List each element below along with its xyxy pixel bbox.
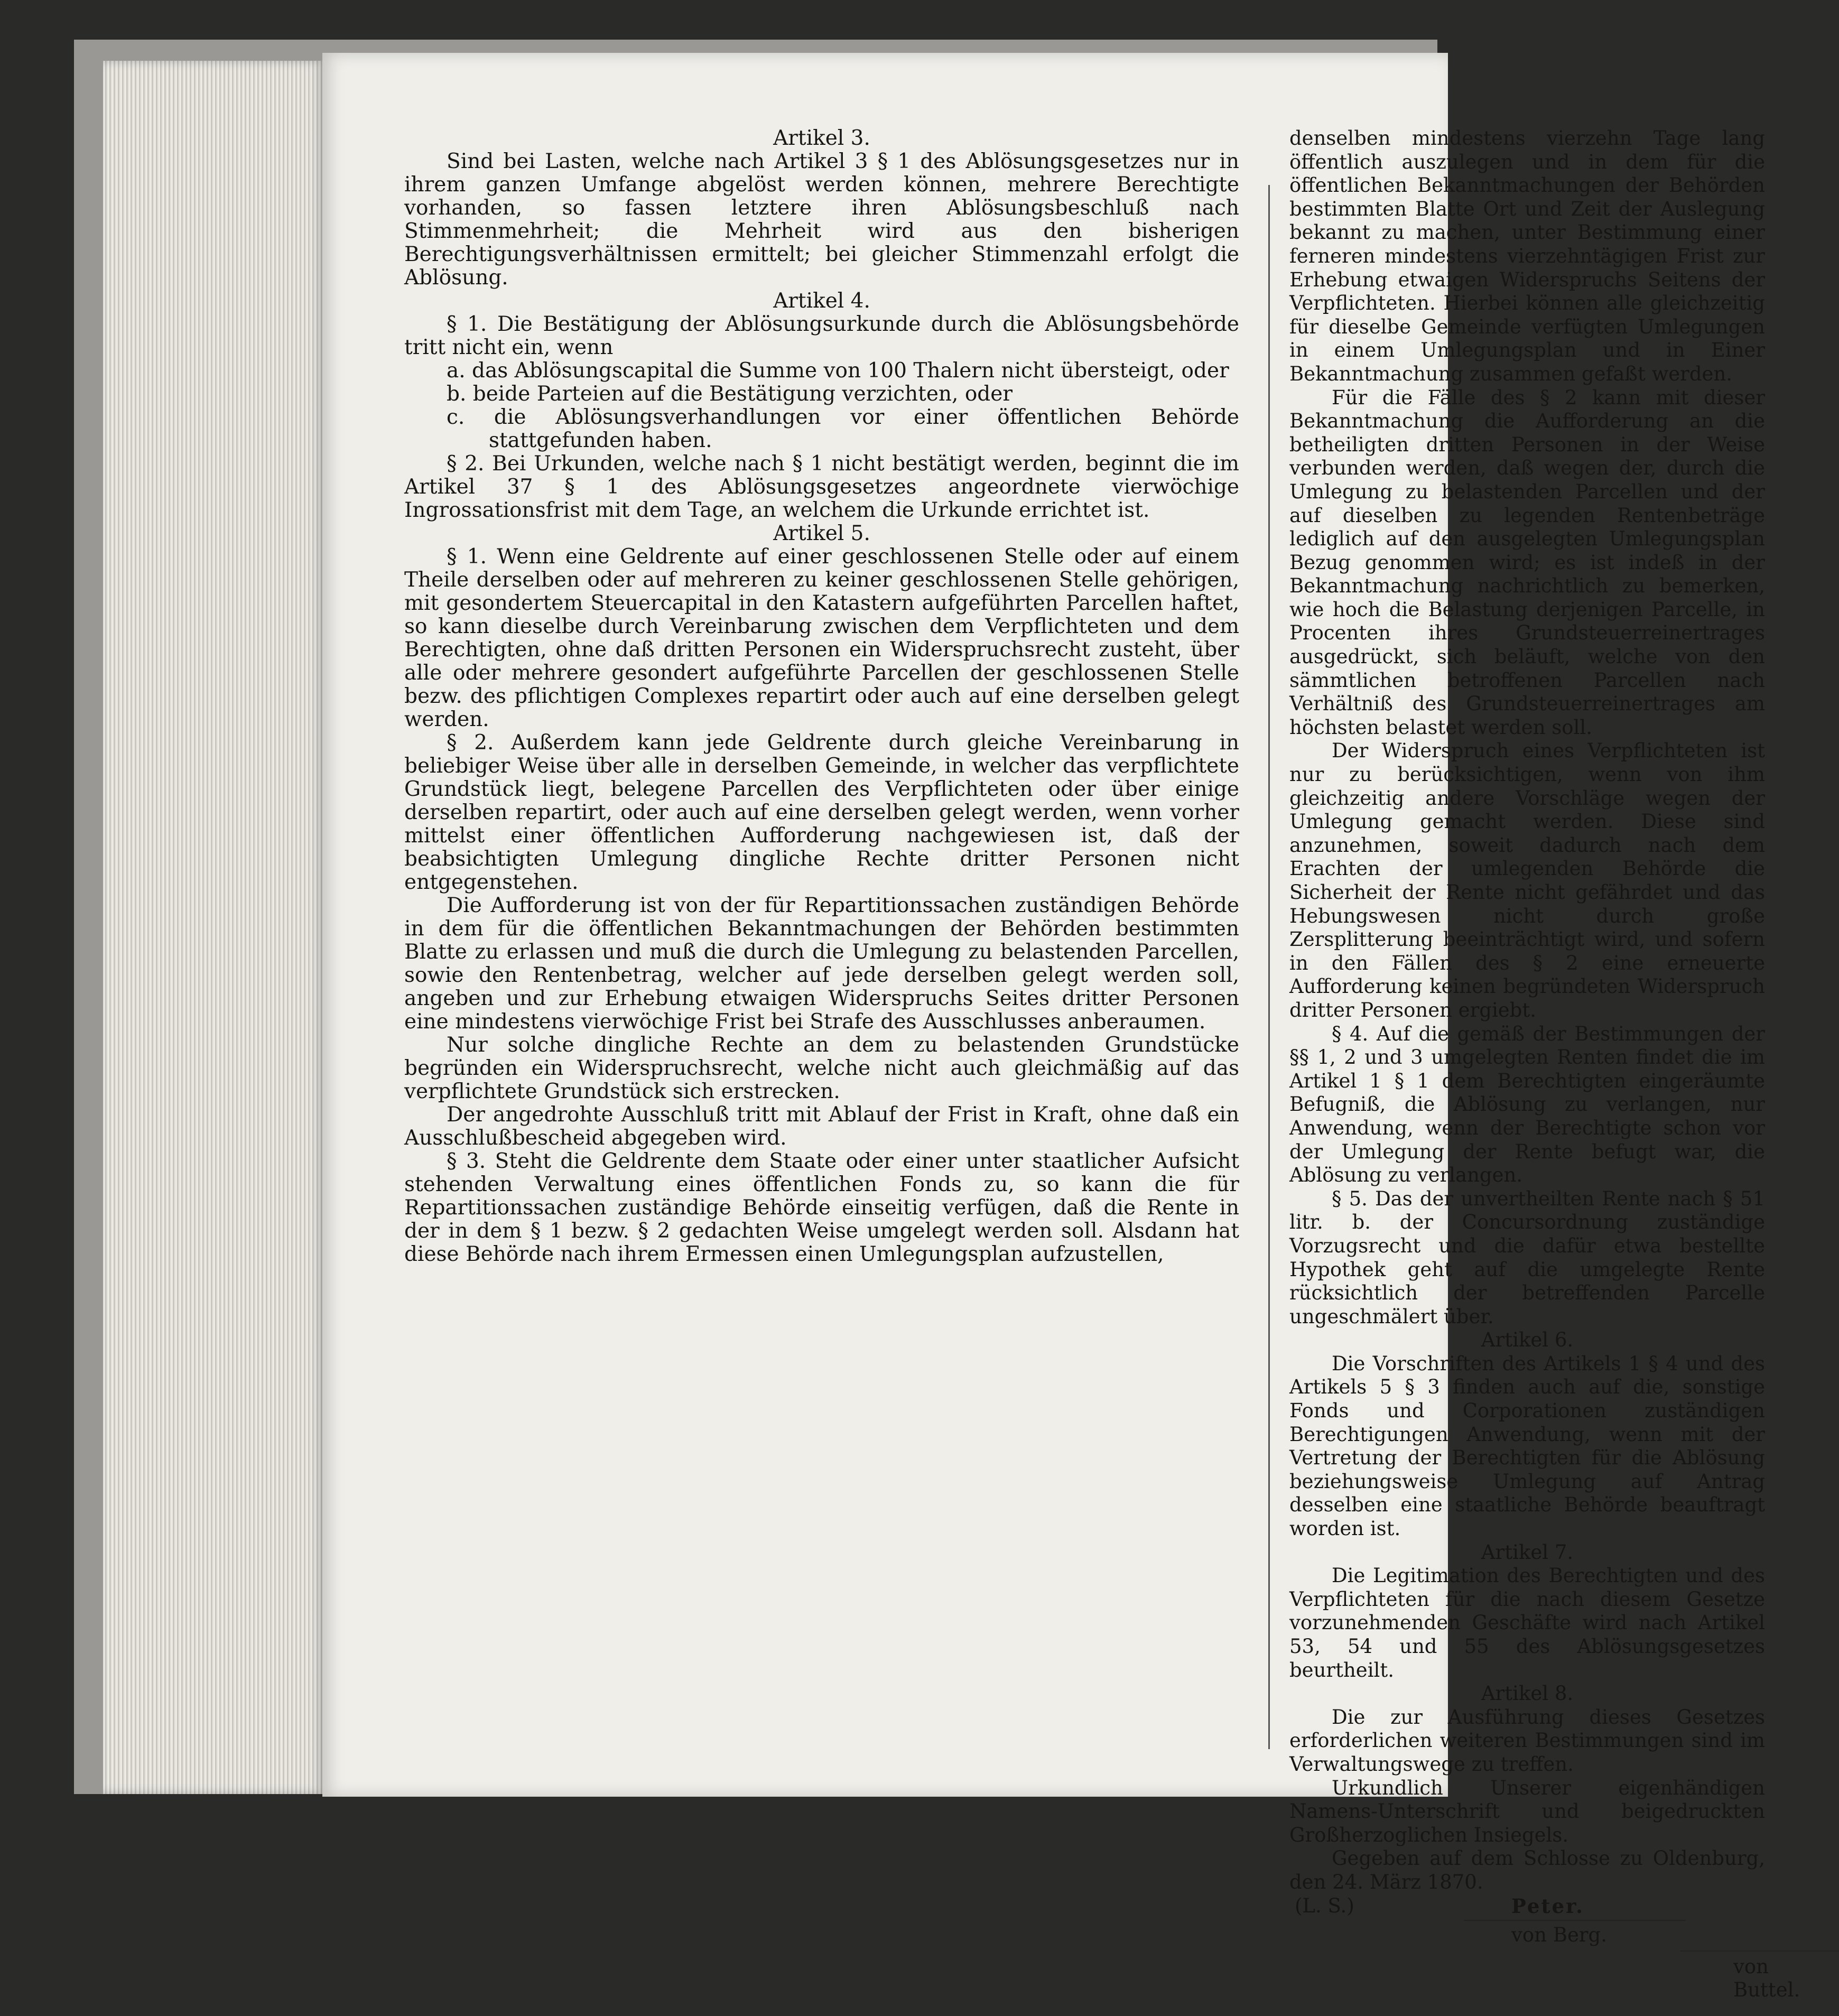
article-5-para-1: § 1. Wenn eine Geldrente auf einer geschlossenen Stelle oder auf einem Theile derselben oder auf mehreren zu keiner geschlossenen Stelle gehörigen, mit gesondertem Steuercapital in den Katastern aufgeführten Parcellen haftet, so kann dieselbe durch Vereinbarung zwischen dem Verpflichteten und dem Berechtigten, ohne daß dritten Personen ein Widerspruchsrecht zusteht, über alle oder mehrere gesondert aufgeführte Parcellen der geschlossenen Stelle bezw. des pflichtigen Complexes repartirt oder auch auf eine derselben gelegt werden. [404,545,1239,731]
signature-peter: Peter. [1511,1894,1584,1918]
signature-berg: von Berg. [1511,1923,1607,1946]
date-line: Gegeben auf dem Schlosse zu Oldenburg, den 24. März 1870. [1289,1847,1765,1893]
article-3-text: Sind bei Lasten, welche nach Artikel 3 § 1 des Ablösungsgesetzes nur in ihrem ganzen Umfange abgelöst werden können, mehrere Berechtigte vorhanden, so fassen letztere ihren Ablösungsbeschluß nach Stimmenmehrheit; die Mehrheit wird aus den bisherigen Berechtigungsverhältnissen ermittelt; bei gleicher Stimmenzahl erfolgt die Ablösung. [404,150,1239,290]
document-page [322,53,1800,2002]
seal-mark: (L. S.) [1295,1894,1354,1917]
article-3-heading: Artikel 3. [773,126,870,150]
article-4-item-a: a. das Ablösungscapital die Summe von 100 Thalern nicht übersteigt, oder [447,359,1229,383]
article-8-text: Die zur Ausführung dieses Gesetzes erforderlichen weiteren Bestimmungen sind im Verwaltungswege zu treffen. [1289,1705,1765,1776]
article-6-heading: Artikel 6. [1481,1328,1574,1352]
page-edges [103,61,325,1794]
signature-rule [1464,1920,1686,1921]
article-7-heading: Artikel 7. [1481,1540,1574,1564]
paragraph-notice: Für die Fälle des § 2 kann mit dieser Bekanntmachung die Aufforderung an die betheiligten dritten Personen in der Weise verbunden werden, daß wegen der, durch die Umlegung zu belastenden Parcellen und der auf dieselben zu legenden Rentenbeträge lediglich auf den ausgelegten Umlegungsplan Bezug genommen wird; es ist indeß in der Bekanntmachung nachrichtlich zu bemerken, wie hoch die Belastung derjenigen Parcelle, in Procenten ihres Grundsteuerreinertrages ausgedrückt, sich beläuft, welche von den sämmtlichen betroffenen Parcellen nach Verhältniß des Grundsteuerreinertrages am höchsten belastet werden soll. [1289,386,1765,739]
column-divider [1268,185,1270,1749]
article-4-heading: Artikel 4. [773,289,870,313]
article-5-para-5: Der angedrohte Ausschluß tritt mit Ablauf der Frist in Kraft, ohne daß ein Ausschlußbescheid abgegeben wird. [404,1103,1239,1150]
signature-block [1289,1894,1800,2016]
article-7-text: Die Legitimation des Berechtigten und des Verpflichteten für die nach diesem Gesetze vorzunehmenden Geschäfte wird nach Artikel 53, 54 und 55 des Ablösungsgesetzes beurtheilt. [1289,1564,1765,1681]
article-4-para-1: § 1. Die Bestätigung der Ablösungsurkunde durch die Ablösungsbehörde tritt nicht ein, wenn [404,312,1239,359]
signature-rule [1680,1950,1839,1952]
article-5-para-3: Die Aufforderung ist von der für Repartitionssachen zuständigen Behörde in dem für die öffentlichen Bekanntmachungen der Behörden bestimmten Blatte zu erlassen und muß die durch die Umlegung zu belastenden Parcellen, sowie den Rentenbetrag, welcher auf jede derselben gelegt werden soll, angeben und zur Erhebung etwaigen Widerspruchs Seites dritter Personen eine mindestens vierwöchige Frist bei Strafe des Ausschlusses anberaumen. [404,894,1239,1034]
article-6-text: Die Vorschriften des Artikels 1 § 4 und des Artikels 5 § 3 finden auch auf die, sonstige Fonds und Corporationen zuständigen Berechtigungen Anwendung, wenn mit der Vertretung der Berechtigten für die Ablösung beziehungsweise Umlegung auf Antrag desselben eine staatliche Behörde beauftragt worden ist. [1289,1352,1765,1540]
signature-buttel: von Buttel. [1733,1955,1800,2002]
article-4-item-b: b. beide Parteien auf die Bestätigung verzichten, oder [447,382,1013,406]
paragraph-objection: Der Widerspruch eines Verpflichteten ist nur zu berücksichtigen, wenn von ihm gleichzeitig andere Vorschläge wegen der Umlegung gemacht werden. Diese sind anzunehmen, soweit dadurch nach dem Erachten der umlegenden Behörde die Sicherheit der Rente nicht gefährdet und das Hebungswesen nicht durch große Zersplitterung beeinträchtigt wird, und sofern in den Fällen des § 2 eine erneuerte Aufforderung keinen begründeten Widerspruch dritter Personen ergiebt. [1289,739,1765,1021]
article-4-item-c: c. die Ablösungsverhandlungen vor einer öffentlichen Behörde stattgefunden haben. [447,405,1239,452]
continuation-paragraph: denselben mindestens vierzehn Tage lang öffentlich auszulegen und in dem für die öffentlichen Bekanntmachungen der Behörden bestimmten Blatte Ort und Zeit der Auslegung bekannt zu machen, unter Bestimmung einer ferneren mindestens vierzehntägigen Frist zur Erhebung etwaigen Widerspruchs Seitens der Verpflichteten. Hierbei können alle gleichzeitig für dieselbe Gemeinde verfügten Umlegungen in einem Umlegungsplan und in Einer Bekanntmachung zusammen gefaßt werden. [1289,127,1765,385]
article-5-heading: Artikel 5. [773,522,870,545]
article-8-heading: Artikel 8. [1481,1682,1574,1705]
article-5-para-4: Nur solche dingliche Rechte an dem zu belastenden Grundstücke begründen ein Widerspruchsrecht, welche nicht auch gleichmäßig auf das verpflichtete Grundstück sich erstrecken. [404,1033,1239,1103]
article-5-para-6: § 3. Steht die Geldrente dem Staate oder einer unter staatlicher Aufsicht stehenden Verwaltung eines öffentlichen Fonds zu, so kann die für Repartitionssachen zuständige Behörde einseitig verfügen, daß die Rente in der in dem § 1 bezw. § 2 gedachten Weise umgelegt werden soll. Alsdann hat diese Behörde nach ihrem Ermessen einen Umlegungsplan aufzustellen, [404,1149,1239,1266]
left-column [404,127,1239,1266]
article-5-para-2: § 2. Außerdem kann jede Geldrente durch gleiche Vereinbarung in beliebiger Weise über alle in derselben Gemeinde, in welcher das verpflichtete Grundstück liegt, belegene Parcellen des Verpflichteten oder über einige derselben repartirt, oder auch auf eine derselben gelegt werden, wenn vorher mittelst einer öffentlichen Aufforderung nachgewiesen ist, daß der beabsichtigten Umlegung dingliche Rechte dritter Personen nicht entgegenstehen. [404,731,1239,894]
right-column [1289,127,1800,2016]
article-4-para-2: § 2. Bei Urkunden, welche nach § 1 nicht bestätigt werden, beginnt die im Artikel 37 § 1 des Ablösungsgesetzes angeordnete vierwöchige Ingrossationsfrist mit dem Tage, an welchem die Urkunde errichtet ist. [404,452,1239,522]
section-5-paragraph: § 5. Das der unvertheilten Rente nach § 51 litr. b. der Concursordnung zuständige Vorzugsrecht und die dafür etwa bestellte Hypothek geht auf die umgelegte Rente rücksichtlich der betreffenden Parcelle ungeschmälert über. [1289,1187,1765,1328]
section-4-paragraph: § 4. Auf die gemäß der Bestimmungen der §§ 1, 2 und 3 umgelegten Renten findet die im Artikel 1 § 1 dem Berechtigten eingeräumte Befugniß, die Ablösung zu verlangen, nur Anwendung, wenn der Berechtigte schon vor der Umlegung der Rente befugt war, die Ablösung zu verlangen. [1289,1022,1765,1187]
closing-formula: Urkundlich Unserer eigenhändigen Namens-Unterschrift und beigedruckten Großherzoglichen Insiegels. [1289,1776,1765,1846]
